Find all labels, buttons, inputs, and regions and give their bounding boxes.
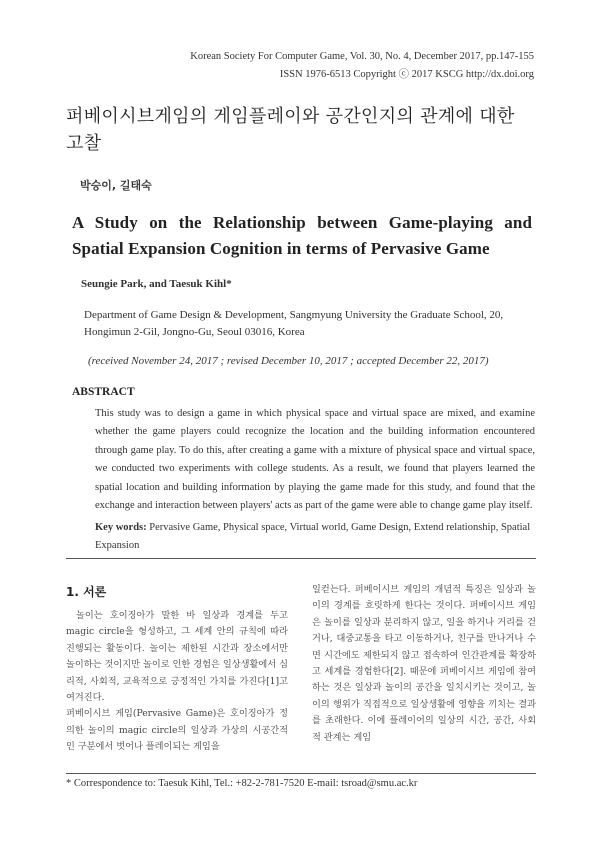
received-dates: (received November 24, 2017 ; revised December 10, 2017 ; accepted December 22, 2017) <box>88 355 489 367</box>
journal-citation: Korean Society For Computer Game, Vol. 30, No. 4, December 2017, pp.147-155 <box>190 51 534 62</box>
keywords-label: Key words: <box>95 522 147 533</box>
body-column-left <box>66 608 288 756</box>
keywords-text: Pervasive Game, Physical space, Virtual world, Game Design, Extend relationship, Spatial Expansion <box>95 522 531 551</box>
abstract-body: This study was to design a game in which physical space and virtual space are mixed, and examine whether the game players could recognize the location and the building information encountered through game play. To do this, after creating a game with a mixture of physical space and virtual space, we conducted two experiments with college students. As a result, we found that players learned the spatial location and building information by playing the game made for this study, and found that the exchange and interaction between players' acts as part of the game were able to change game play itself. <box>95 408 535 512</box>
body-column-right <box>312 582 536 746</box>
journal-issn: ISSN 1976-6513 Copyright ⓒ 2017 KSCG http://dx.doi.org <box>279 69 534 80</box>
paragraph: 놀이는 호이징아가 말한 바 일상과 경계를 두고 magic circle을 형성하고, 그 세계 안의 규칙에 따라 진행되는 활동이다. 놀이는 제한된 시간과 장소에서만 놀이하는 것이지만 놀이로 인한 경험은 일상생활에서 심리적, 사회적, 교육적으로 긍정적인 가치를 가진다[1]고 여겨진다. <box>66 610 288 704</box>
footnote-divider <box>66 773 536 774</box>
keywords <box>95 519 535 555</box>
korean-title: 퍼베이시브게임의 게임플레이와 공간인지의 관계에 대한 고찰 <box>66 106 515 154</box>
section-heading: 1. 서론 <box>66 585 107 599</box>
english-title: A Study on the Relationship between Game-playing and Spatial Expansion Cognition in terms of Pervasive Game <box>72 213 532 258</box>
abstract-heading: ABSTRACT <box>72 386 135 398</box>
english-authors: Seungie Park, and Taesuk Kihl* <box>81 278 232 290</box>
affiliation: Department of Game Design & Development, Sangmyung University the Graduate School, 20, Hongimun 2-Gil, Jongno-Gu, Seoul 03016, Korea <box>84 309 504 338</box>
korean-authors: 박승이, 길태숙 <box>80 179 152 192</box>
divider <box>66 558 536 559</box>
correspondence-footnote: * Correspondence to: Taesuk Kihl, Tel.: +82-2-781-7520 E-mail: tsroad@smu.ac.kr <box>66 778 418 789</box>
paragraph: 퍼베이시브 게임(Pervasive Game)은 호이징아가 정의한 놀이의 magic circle의 일상과 가상의 시공간적인 구분에서 벗어나 플레이되는 게임을 <box>66 708 288 753</box>
paragraph: 일컫는다. 퍼베이시브 게임의 개념적 특징은 일상과 놀이의 경계를 흐릿하게 한다는 것이다. 퍼베이시브 게임은 놀이를 일상과 분리하지 않고, 일을 하거나 거리를 걷거나, 대중교통을 타고 이동하거나, 친구를 만나거나 수면 시간에도 제한되지 않고 접속하여 인간관계를 확장하고 세계를 경험한다[2]. 때문에 퍼베이시브 게임에 참여하는 것은 일상과 놀이의 공간을 일치시키는 것이고, 놀이의 행위가 직접적으로 일상생활에 영향을 끼치는 결과를 초래한다. 이에 플레이어의 일상의 시간, 공간, 사회적 관계는 게임 <box>312 584 536 743</box>
